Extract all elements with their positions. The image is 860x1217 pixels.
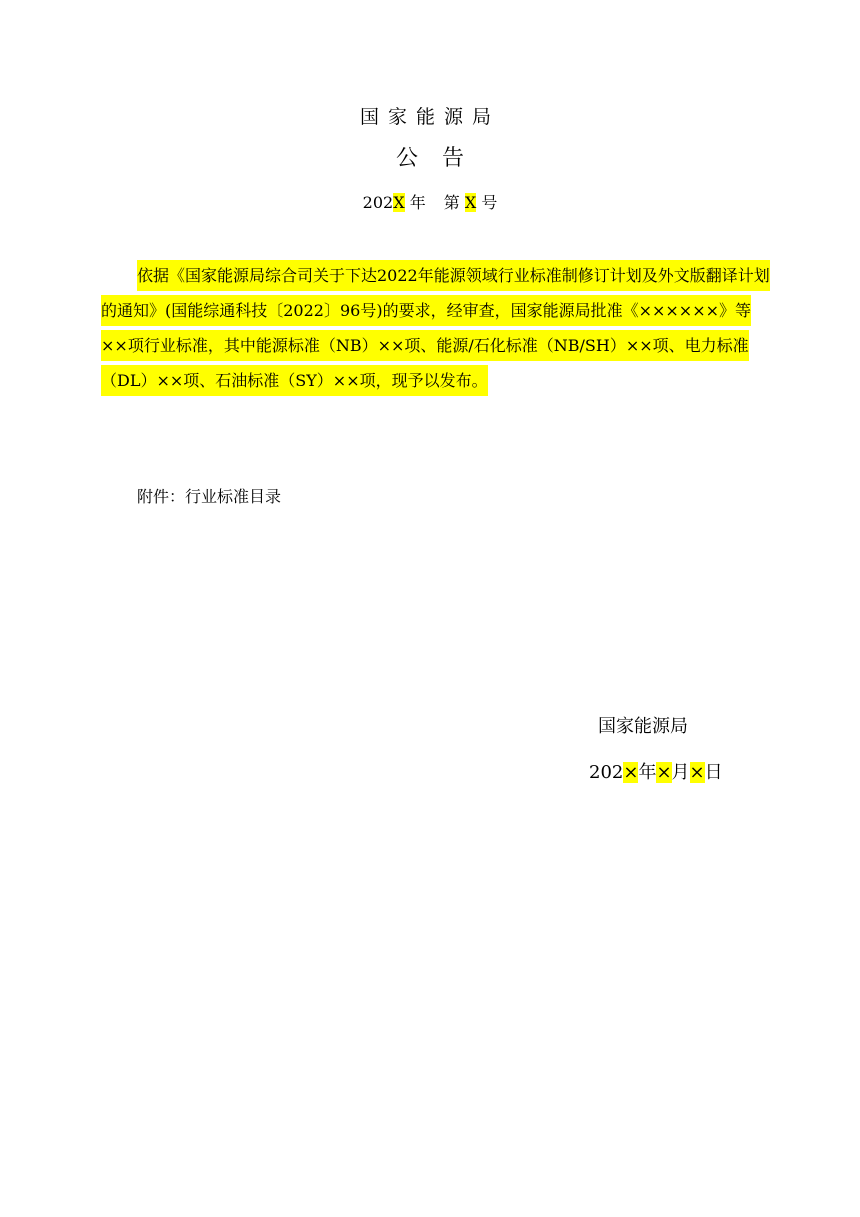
date-month-suffix: 月 xyxy=(671,762,690,783)
date-day-placeholder: × xyxy=(689,762,705,783)
signature-agency: 国家能源局 xyxy=(598,716,688,737)
attachment-label: 附件：行业标准目录 xyxy=(137,487,282,506)
notice-body xyxy=(101,258,775,398)
date-year-placeholder: × xyxy=(623,762,639,783)
notice-year-suffix: 年 xyxy=(409,193,426,212)
signature-date xyxy=(589,760,723,786)
notice-title: 公告 xyxy=(395,146,488,171)
notice-body-paragraph: 依据《国家能源局综合司关于下达2022年能源领域行业标准制修订计划及外文版翻译计划的通知》(国能综通科技〔2022〕96号)的要求，经审查，国家能源局批准《××××××》等××项行业标准，其中能源标准（NB）××项、能源/石化标准（NB/SH）××项、电力标准（DL）××项、石油标准（SY）××项，现予以发布。 xyxy=(101,260,770,396)
date-year-prefix: 202 xyxy=(589,762,624,783)
notice-no-suffix: 号 xyxy=(481,193,498,212)
notice-number xyxy=(0,192,860,214)
date-day-suffix: 日 xyxy=(704,762,723,783)
notice-year-placeholder: X xyxy=(393,193,405,212)
date-month-placeholder: × xyxy=(656,762,672,783)
notice-no-prefix: 第 xyxy=(443,193,460,212)
notice-no-placeholder: X xyxy=(464,193,477,212)
notice-year-prefix: 202 xyxy=(362,193,394,212)
date-year-suffix: 年 xyxy=(638,762,657,783)
issuing-agency-heading: 国家能源局 xyxy=(359,106,500,128)
